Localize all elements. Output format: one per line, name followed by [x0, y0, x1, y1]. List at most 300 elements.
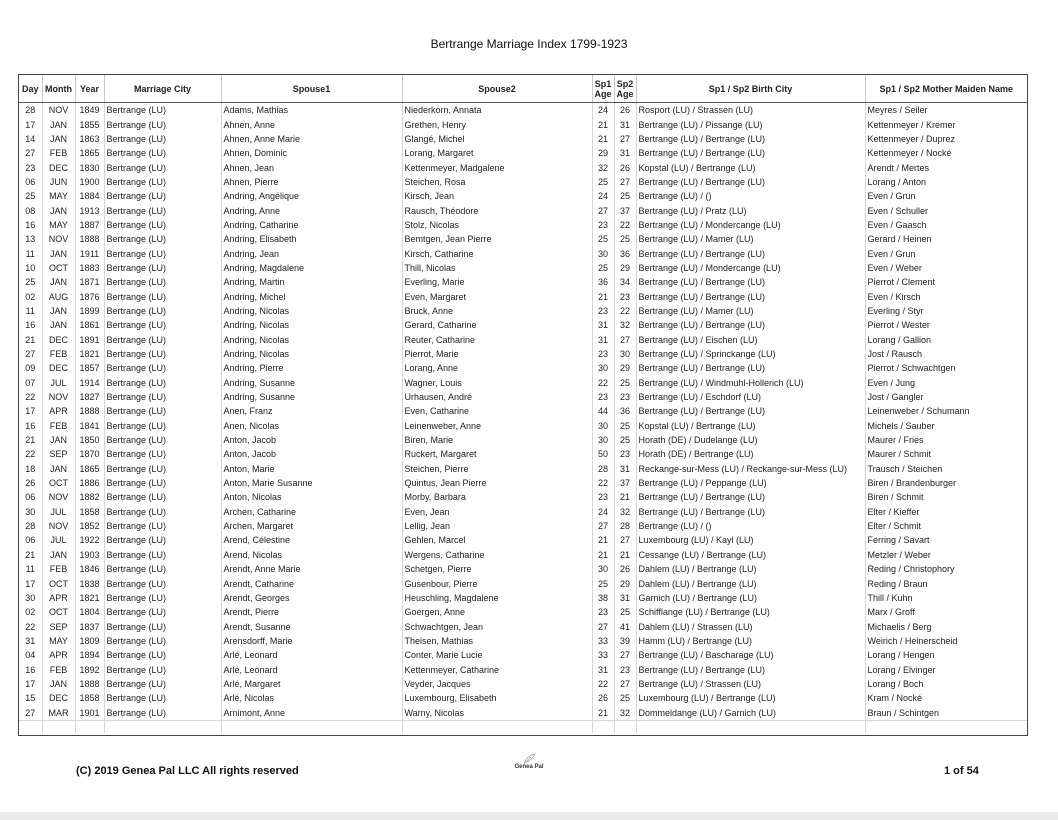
cell-spouse1: Andring, Magdalene	[221, 261, 402, 275]
cell-marriage-city: Bertrange (LU)	[104, 318, 221, 332]
cell-marriage-city: Bertrange (LU)	[104, 605, 221, 619]
cell-sp1-age: 36	[592, 275, 614, 289]
cell-spouse1: Ahnen, Pierre	[221, 175, 402, 189]
cell-sp1-age: 38	[592, 591, 614, 605]
cell-spouse1: Andring, Nicolas	[221, 318, 402, 332]
cell-mother-maiden-name: Lorang / Elvinger	[867, 664, 936, 675]
cell-spouse2: Leinenweber, Anne	[402, 419, 592, 433]
cell-sp2-age: 37	[614, 476, 636, 490]
cell-spouse1: Andring, Susanne	[221, 390, 402, 404]
cell-spouse1: Andring, Elisabeth	[221, 232, 402, 246]
cell-month: FEB	[42, 562, 75, 576]
cell-birth-city: Horath (DE) / Bertrange (LU)	[636, 447, 865, 461]
cell-sp2-age: 37	[614, 203, 636, 217]
cell-sp1-age: 21	[592, 289, 614, 303]
cell-sp2-age: 22	[614, 304, 636, 318]
cell-birth-city: Bertrange (LU) / Bascharage (LU)	[636, 648, 865, 662]
cell-day: 28	[19, 103, 42, 118]
cell-month: APR	[42, 404, 75, 418]
cell-spouse2: Lellig, Jean	[402, 519, 592, 533]
cell-marriage-city: Bertrange (LU)	[104, 376, 221, 390]
footer-copyright: (C) 2019 Genea Pal LLC All rights reserved	[76, 765, 299, 777]
cell-sp2-age: 27	[614, 677, 636, 691]
empty-cell	[614, 720, 636, 733]
cell-year: 1903	[75, 548, 104, 562]
cell-marriage-city: Bertrange (LU)	[104, 490, 221, 504]
cell-sp1-age: 25	[592, 261, 614, 275]
cell-spouse2: Heuschling, Magdalene	[402, 591, 592, 605]
cell-birth-city: Kopstal (LU) / Bertrange (LU)	[636, 419, 865, 433]
cell-day: 07	[19, 376, 42, 390]
cell-mother-maiden-name: Lorang / Anton	[867, 176, 927, 187]
cell-sp1-age: 21	[592, 132, 614, 146]
cell-spouse1: Arendt, Anne Marie	[221, 562, 402, 576]
cell-month: NOV	[42, 390, 75, 404]
cell-birth-city: Luxembourg (LU) / Kayl (LU)	[636, 533, 865, 547]
cell-spouse2: Kettenmeyer, Madgalene	[402, 160, 592, 174]
cell-birth-city: Bertrange (LU) / Peppange (LU)	[636, 476, 865, 490]
cell-marriage-city: Bertrange (LU)	[104, 246, 221, 260]
cell-birth-city: Reckange-sur-Mess (LU) / Reckange-sur-Mess (LU)	[636, 462, 865, 476]
empty-cell	[19, 720, 42, 733]
empty-row	[19, 720, 1027, 733]
cell-year: 1855	[75, 117, 104, 131]
table-row	[19, 447, 1027, 461]
cell-year: 1911	[75, 246, 104, 260]
cell-day: 15	[19, 691, 42, 705]
table-row	[19, 648, 1027, 662]
cell-sp2-age: 31	[614, 462, 636, 476]
col-header-birth-city: Sp1 / Sp2 Birth City	[636, 75, 865, 103]
cell-sp1-age: 21	[592, 117, 614, 131]
cell-mother-maiden-name: Pierrot / Schwachtgen	[867, 363, 956, 374]
table-row	[19, 103, 1027, 118]
cell-month: AUG	[42, 289, 75, 303]
table-row	[19, 419, 1027, 433]
cell-mother-maiden-name: Elter / Schmit	[867, 521, 922, 532]
cell-spouse2: Reuter, Catharine	[402, 333, 592, 347]
cell-day: 22	[19, 447, 42, 461]
col-header-spouse1: Spouse1	[221, 75, 402, 103]
cell-day: 27	[19, 705, 42, 720]
table-row	[19, 246, 1027, 260]
cell-birth-city: Rosport (LU) / Strassen (LU)	[636, 103, 865, 118]
cell-month: JAN	[42, 462, 75, 476]
cell-sp2-age: 29	[614, 261, 636, 275]
table-row	[19, 304, 1027, 318]
cell-birth-city: Bertrange (LU) / Bertrange (LU)	[636, 146, 865, 160]
cell-day: 21	[19, 433, 42, 447]
table-row	[19, 376, 1027, 390]
table-row	[19, 705, 1027, 720]
cell-day: 18	[19, 462, 42, 476]
cell-spouse1: Andring, Susanne	[221, 376, 402, 390]
cell-day: 25	[19, 189, 42, 203]
cell-marriage-city: Bertrange (LU)	[104, 203, 221, 217]
table-row	[19, 189, 1027, 203]
cell-spouse1: Anen, Nicolas	[221, 419, 402, 433]
cell-year: 1882	[75, 490, 104, 504]
cell-sp2-age: 23	[614, 662, 636, 676]
cell-year: 1900	[75, 175, 104, 189]
cell-month: JAN	[42, 304, 75, 318]
cell-birth-city: Dahlem (LU) / Bertrange (LU)	[636, 562, 865, 576]
cell-birth-city: Luxembourg (LU) / Bertrange (LU)	[636, 691, 865, 705]
cell-mother-maiden-name: Reding / Braun	[867, 578, 928, 589]
col-header-spouse2: Spouse2	[402, 75, 592, 103]
cell-sp1-age: 23	[592, 605, 614, 619]
cell-sp2-age: 29	[614, 576, 636, 590]
cell-birth-city: Dahlem (LU) / Bertrange (LU)	[636, 576, 865, 590]
cell-spouse2: Gusenbour, Pierre	[402, 576, 592, 590]
cell-day: 23	[19, 160, 42, 174]
cell-month: NOV	[42, 490, 75, 504]
cell-mother-maiden-name: Pierrot / Clement	[867, 277, 936, 288]
cell-sp2-age: 32	[614, 705, 636, 720]
cell-marriage-city: Bertrange (LU)	[104, 662, 221, 676]
cell-mother-maiden-name: Trausch / Steichen	[867, 463, 943, 474]
cell-sp1-age: 23	[592, 347, 614, 361]
cell-sp2-age: 27	[614, 175, 636, 189]
cell-day: 11	[19, 562, 42, 576]
cell-marriage-city: Bertrange (LU)	[104, 562, 221, 576]
cell-sp1-age: 22	[592, 476, 614, 490]
cell-spouse2: Warny, Nicolas	[402, 705, 592, 720]
cell-year: 1888	[75, 404, 104, 418]
cell-mother-maiden-name: Metzler / Weber	[867, 549, 931, 560]
cell-spouse1: Andring, Nicolas	[221, 347, 402, 361]
cell-marriage-city: Bertrange (LU)	[104, 634, 221, 648]
cell-birth-city: Horath (DE) / Dudelange (LU)	[636, 433, 865, 447]
cell-sp2-age: 36	[614, 404, 636, 418]
cell-year: 1858	[75, 505, 104, 519]
cell-day: 11	[19, 304, 42, 318]
table-row	[19, 117, 1027, 131]
cell-spouse1: Arendt, Pierre	[221, 605, 402, 619]
cell-day: 02	[19, 289, 42, 303]
cell-sp2-age: 23	[614, 447, 636, 461]
cell-mother-maiden-name: Gerard / Heinen	[867, 234, 932, 245]
sp2-age-line1: Sp2	[616, 78, 634, 89]
cell-spouse2: Pierrot, Marie	[402, 347, 592, 361]
cell-sp2-age: 39	[614, 634, 636, 648]
cell-birth-city: Bertrange (LU) / Bertrange (LU)	[636, 404, 865, 418]
cell-spouse1: Archen, Margaret	[221, 519, 402, 533]
cell-day: 16	[19, 218, 42, 232]
cell-month: MAY	[42, 189, 75, 203]
cell-sp2-age: 21	[614, 548, 636, 562]
cell-sp1-age: 24	[592, 505, 614, 519]
cell-birth-city: Garnich (LU) / Bertrange (LU)	[636, 591, 865, 605]
cell-year: 1858	[75, 691, 104, 705]
cell-month: JAN	[42, 275, 75, 289]
cell-marriage-city: Bertrange (LU)	[104, 533, 221, 547]
cell-birth-city: Bertrange (LU) / Sprinckange (LU)	[636, 347, 865, 361]
cell-sp1-age: 44	[592, 404, 614, 418]
cell-day: 16	[19, 318, 42, 332]
cell-sp2-age: 26	[614, 103, 636, 118]
cell-spouse2: Gerard, Catharine	[402, 318, 592, 332]
page-title: Bertrange Marriage Index 1799-1923	[430, 37, 628, 51]
cell-sp2-age: 34	[614, 275, 636, 289]
cell-day: 06	[19, 175, 42, 189]
cell-birth-city: Bertrange (LU) / Bertrange (LU)	[636, 275, 865, 289]
cell-marriage-city: Bertrange (LU)	[104, 304, 221, 318]
cell-spouse1: Andring, Anne	[221, 203, 402, 217]
cell-month: JUL	[42, 505, 75, 519]
cell-spouse2: Ruckert, Margaret	[402, 447, 592, 461]
col-header-sp1-age	[592, 75, 614, 103]
cell-sp1-age: 30	[592, 433, 614, 447]
cell-day: 25	[19, 275, 42, 289]
cell-sp2-age: 23	[614, 289, 636, 303]
cell-mother-maiden-name: Everling / Styr	[867, 305, 924, 316]
cell-sp1-age: 24	[592, 189, 614, 203]
cell-month: FEB	[42, 419, 75, 433]
cell-day: 31	[19, 634, 42, 648]
cell-spouse2: Steichen, Pierre	[402, 462, 592, 476]
cell-marriage-city: Bertrange (LU)	[104, 132, 221, 146]
cell-sp2-age: 30	[614, 347, 636, 361]
cell-day: 04	[19, 648, 42, 662]
table-row	[19, 562, 1027, 576]
cell-month: DEC	[42, 333, 75, 347]
cell-mother-maiden-name: Reding / Christophory	[867, 564, 955, 575]
table-row	[19, 548, 1027, 562]
cell-birth-city: Bertrange (LU) / Bertrange (LU)	[636, 505, 865, 519]
cell-marriage-city: Bertrange (LU)	[104, 447, 221, 461]
cell-spouse1: Arlé, Nicolas	[221, 691, 402, 705]
cell-spouse2: Biren, Marie	[402, 433, 592, 447]
cell-spouse1: Arendt, Susanne	[221, 619, 402, 633]
cell-sp2-age: 31	[614, 117, 636, 131]
cell-spouse2: Everling, Marie	[402, 275, 592, 289]
cell-month: DEC	[42, 160, 75, 174]
col-header-mother-maiden-name: Sp1 / Sp2 Mother Maiden Name	[865, 75, 1027, 103]
table-row	[19, 476, 1027, 490]
cell-mother-maiden-name: Biren / Schmit	[867, 492, 924, 503]
cell-sp1-age: 27	[592, 519, 614, 533]
cell-marriage-city: Bertrange (LU)	[104, 333, 221, 347]
cell-sp1-age: 30	[592, 419, 614, 433]
cell-mother-maiden-name: Michels / Sauber	[867, 420, 935, 431]
cell-year: 1886	[75, 476, 104, 490]
cell-mother-maiden-name: Maurer / Fries	[867, 435, 924, 446]
table-row	[19, 218, 1027, 232]
table-row	[19, 175, 1027, 189]
cell-birth-city: Bertrange (LU) / Bertrange (LU)	[636, 361, 865, 375]
cell-month: NOV	[42, 232, 75, 246]
cell-day: 17	[19, 404, 42, 418]
cell-day: 21	[19, 548, 42, 562]
cell-birth-city: Hamm (LU) / Bertrange (LU)	[636, 634, 865, 648]
cell-mother-maiden-name: Leinenweber / Schumann	[867, 406, 970, 417]
cell-spouse1: Arend, Célestine	[221, 533, 402, 547]
cell-mother-maiden-name: Lorang / Gallion	[867, 334, 932, 345]
col-header-day: Day	[19, 75, 42, 103]
cell-year: 1827	[75, 390, 104, 404]
cell-marriage-city: Bertrange (LU)	[104, 103, 221, 118]
cell-sp2-age: 27	[614, 333, 636, 347]
cell-spouse1: Andring, Pierre	[221, 361, 402, 375]
cell-year: 1899	[75, 304, 104, 318]
cell-sp1-age: 23	[592, 390, 614, 404]
cell-mother-maiden-name: Thill / Kuhn	[867, 592, 913, 603]
cell-spouse2: Even, Margaret	[402, 289, 592, 303]
cell-month: JAN	[42, 246, 75, 260]
cell-day: 21	[19, 333, 42, 347]
cell-day: 30	[19, 505, 42, 519]
cell-mother-maiden-name: Even / Gaasch	[867, 219, 927, 230]
cell-sp1-age: 28	[592, 462, 614, 476]
cell-birth-city: Bertrange (LU) / Mamer (LU)	[636, 304, 865, 318]
cell-spouse1: Anton, Jacob	[221, 447, 402, 461]
logo-text: Genea Pal	[514, 764, 544, 770]
cell-month: SEP	[42, 619, 75, 633]
cell-birth-city: Bertrange (LU) / Bertrange (LU)	[636, 490, 865, 504]
cell-year: 1850	[75, 433, 104, 447]
cell-marriage-city: Bertrange (LU)	[104, 175, 221, 189]
table-row	[19, 160, 1027, 174]
cell-birth-city: Bertrange (LU) / Pratz (LU)	[636, 203, 865, 217]
cell-spouse1: Anen, Franz	[221, 404, 402, 418]
cell-sp1-age: 26	[592, 691, 614, 705]
cell-spouse1: Arnimont, Anne	[221, 705, 402, 720]
table-row	[19, 691, 1027, 705]
table-row	[19, 361, 1027, 375]
cell-sp2-age: 27	[614, 533, 636, 547]
cell-month: DEC	[42, 691, 75, 705]
cell-year: 1914	[75, 376, 104, 390]
cell-birth-city: Bertrange (LU) / Bertrange (LU)	[636, 132, 865, 146]
cell-marriage-city: Bertrange (LU)	[104, 160, 221, 174]
cell-marriage-city: Bertrange (LU)	[104, 289, 221, 303]
cell-day: 06	[19, 490, 42, 504]
cell-spouse2: Bruck, Anne	[402, 304, 592, 318]
cell-mother-maiden-name: Even / Schuller	[867, 205, 929, 216]
cell-mother-maiden-name: Jost / Gangler	[867, 392, 924, 403]
cell-spouse1: Arensdorff, Marie	[221, 634, 402, 648]
cell-spouse1: Adams, Mathias	[221, 103, 402, 118]
table-row	[19, 347, 1027, 361]
cell-spouse2: Bemtgen, Jean Pierre	[402, 232, 592, 246]
cell-month: OCT	[42, 261, 75, 275]
cell-mother-maiden-name: Maurer / Schmit	[867, 449, 932, 460]
cell-year: 1821	[75, 591, 104, 605]
col-header-year: Year	[75, 75, 104, 103]
cell-sp1-age: 21	[592, 548, 614, 562]
table-row	[19, 404, 1027, 418]
cell-marriage-city: Bertrange (LU)	[104, 476, 221, 490]
cell-sp2-age: 26	[614, 562, 636, 576]
cell-sp2-age: 28	[614, 519, 636, 533]
cell-birth-city: Bertrange (LU) / Windmuhl-Hollerich (LU)	[636, 376, 865, 390]
cell-sp2-age: 25	[614, 232, 636, 246]
table-row	[19, 318, 1027, 332]
cell-year: 1849	[75, 103, 104, 118]
cell-mother-maiden-name: Kettenmeyer / Nocké	[867, 148, 952, 159]
cell-year: 1892	[75, 662, 104, 676]
cell-birth-city: Dommeldange (LU) / Garnich (LU)	[636, 705, 865, 720]
cell-birth-city: Bertrange (LU) / Eischen (LU)	[636, 333, 865, 347]
cell-sp1-age: 23	[592, 304, 614, 318]
cell-year: 1922	[75, 533, 104, 547]
cell-mother-maiden-name: Kram / Nocké	[867, 693, 923, 704]
cell-birth-city: Bertrange (LU) / Pissange (LU)	[636, 117, 865, 131]
cell-spouse2: Schetgen, Pierre	[402, 562, 592, 576]
cell-spouse1: Andring, Catharine	[221, 218, 402, 232]
cell-spouse1: Archen, Catharine	[221, 505, 402, 519]
cell-month: NOV	[42, 519, 75, 533]
col-header-marriage-city: Marriage City	[104, 75, 221, 103]
cell-sp1-age: 27	[592, 203, 614, 217]
cell-month: OCT	[42, 605, 75, 619]
cell-day: 30	[19, 591, 42, 605]
cell-mother-maiden-name: Even / Jung	[867, 377, 916, 388]
cell-spouse1: Anton, Jacob	[221, 433, 402, 447]
cell-sp1-age: 21	[592, 705, 614, 720]
cell-spouse1: Andring, Michel	[221, 289, 402, 303]
col-header-sp2-age	[614, 75, 636, 103]
cell-month: JAN	[42, 548, 75, 562]
cell-marriage-city: Bertrange (LU)	[104, 705, 221, 720]
cell-marriage-city: Bertrange (LU)	[104, 433, 221, 447]
table-row	[19, 289, 1027, 303]
cell-marriage-city: Bertrange (LU)	[104, 361, 221, 375]
table-row	[19, 533, 1027, 547]
cell-day: 14	[19, 132, 42, 146]
sp2-age-line2: Age	[616, 88, 634, 99]
cell-marriage-city: Bertrange (LU)	[104, 505, 221, 519]
cell-mother-maiden-name: Arendt / Mertes	[867, 162, 930, 173]
cell-sp1-age: 22	[592, 376, 614, 390]
cell-sp2-age: 22	[614, 218, 636, 232]
cell-year: 1884	[75, 189, 104, 203]
table-row	[19, 275, 1027, 289]
table-row	[19, 390, 1027, 404]
cell-month: MAY	[42, 218, 75, 232]
page-number: 1 of 54	[944, 765, 979, 777]
cell-birth-city: Bertrange (LU) / Mondercange (LU)	[636, 218, 865, 232]
cell-spouse2: Luxembourg, Elisabeth	[402, 691, 592, 705]
cell-marriage-city: Bertrange (LU)	[104, 576, 221, 590]
cell-spouse2: Urhausen, André	[402, 390, 592, 404]
cell-spouse2: Schwachtgen, Jean	[402, 619, 592, 633]
cell-sp1-age: 50	[592, 447, 614, 461]
cell-day: 10	[19, 261, 42, 275]
cell-spouse1: Andring, Nicolas	[221, 333, 402, 347]
header-row	[19, 75, 1027, 103]
cell-month: JAN	[42, 203, 75, 217]
cell-day: 26	[19, 476, 42, 490]
cell-spouse1: Anton, Nicolas	[221, 490, 402, 504]
cell-sp2-age: 25	[614, 691, 636, 705]
cell-day: 27	[19, 347, 42, 361]
cell-mother-maiden-name: Kettenmeyer / Duprez	[867, 133, 956, 144]
cell-year: 1887	[75, 218, 104, 232]
empty-cell	[104, 720, 221, 733]
cell-marriage-city: Bertrange (LU)	[104, 390, 221, 404]
cell-spouse2: Rausch, Théodore	[402, 203, 592, 217]
table-row	[19, 132, 1027, 146]
cell-marriage-city: Bertrange (LU)	[104, 519, 221, 533]
genea-pal-logo	[507, 752, 551, 770]
cell-year: 1821	[75, 347, 104, 361]
cell-sp1-age: 33	[592, 634, 614, 648]
table-row	[19, 490, 1027, 504]
cell-mother-maiden-name: Pierrot / Wester	[867, 320, 930, 331]
cell-spouse2: Wagner, Louis	[402, 376, 592, 390]
